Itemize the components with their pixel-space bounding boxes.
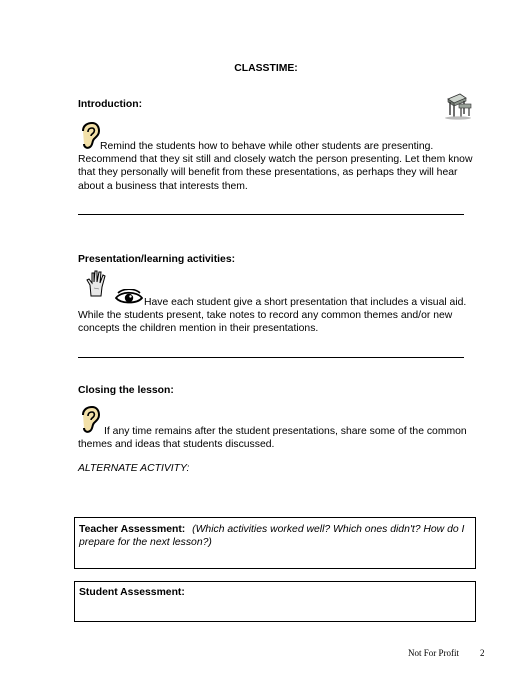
alternate-activity-label: ALTERNATE ACTIVITY:: [78, 463, 190, 474]
school-desk-icon: [444, 90, 474, 120]
section-divider: [78, 357, 464, 358]
hand-icon: [86, 268, 108, 298]
teacher-assessment-box: [74, 517, 476, 569]
introduction-heading: Introduction:: [78, 99, 143, 110]
presentation-text: Have each student give a short presentation that includes a visual aid. While the students present, take notes to record any common themes and/or new concepts the children mention in their presentations.: [78, 297, 467, 335]
page-number: 2: [480, 648, 485, 658]
teacher-assessment-prompt: (Which activities worked well? Which ones didn't? How do I prepare for the next lesson?): [79, 524, 465, 549]
teacher-assessment-content: [79, 523, 471, 549]
closing-heading: Closing the lesson:: [78, 385, 174, 396]
student-assessment-box: [74, 581, 476, 622]
introduction-text: Remind the students how to behave while other students are presenting. Recommend that they sit still and closely watch the person presenting. Let them know that they personally will benefit from these presentations, as perhaps they will hear about a business that interests them.: [78, 141, 473, 192]
closing-text: If any time remains after the student presentations, share some of the common themes and ideas that students discussed.: [78, 426, 467, 451]
page-title: CLASSTIME:: [234, 63, 298, 74]
footer-note: Not For Profit: [408, 648, 460, 658]
student-assessment-label: Student Assessment:: [79, 587, 185, 598]
presentation-heading: Presentation/learning activities:: [78, 254, 236, 265]
section-divider: [78, 214, 464, 215]
teacher-assessment-label: Teacher Assessment:: [79, 524, 186, 535]
